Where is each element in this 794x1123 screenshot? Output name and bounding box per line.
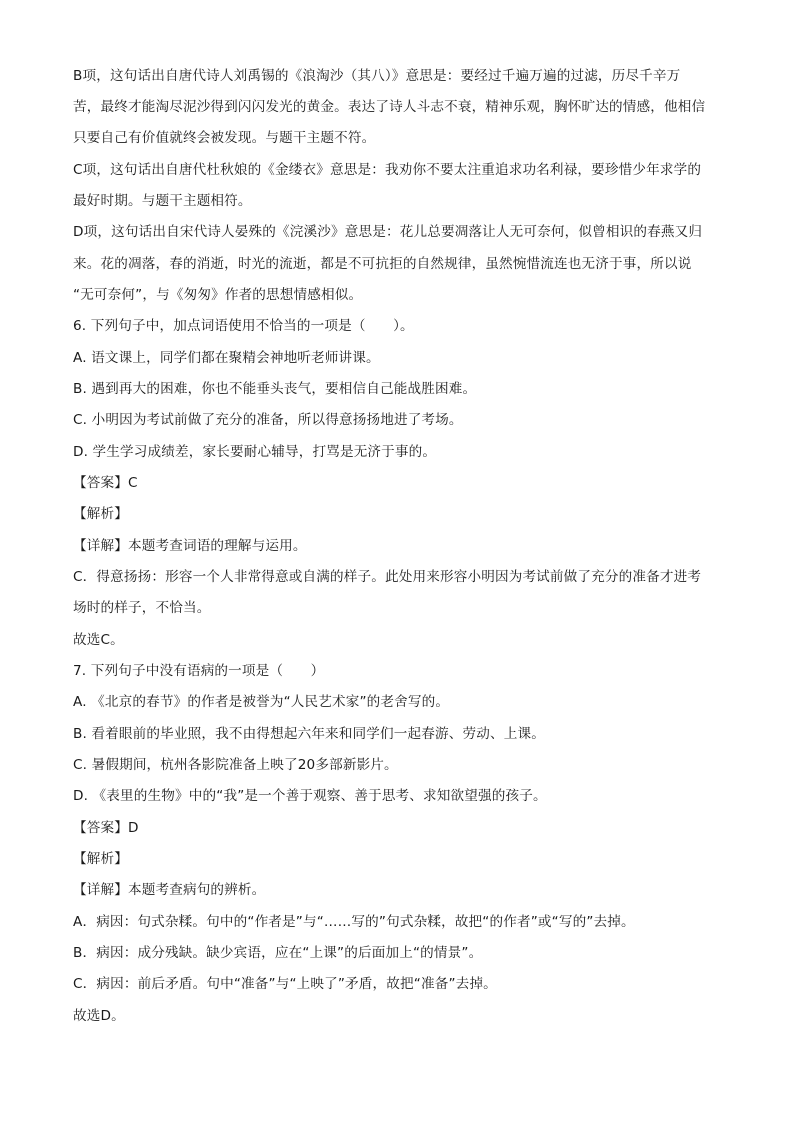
- analysis-label: 【解析】: [73, 506, 128, 522]
- text-line: C．病因：前后矛盾。句中“准备”与“上映了”矛盾，故把“准备”去掉。: [73, 976, 497, 992]
- text-line: 苦，最终才能淘尽泥沙得到闪闪发光的黄金。表达了诗人斗志不衰，精神乐观，胸怀旷达的情感，他相信: [73, 99, 706, 115]
- text-line: C项，这句话出自唐代杜秋娘的《金缕衣》意思是：我劝你不要太注重追求功名利禄，要珍惜少年求学的: [73, 162, 702, 178]
- text-line: “无可奈何”，与《匆匆》作者的思想情感相似。: [73, 287, 363, 303]
- detail-label: 【详解】本题考查病句的辨析。: [73, 882, 266, 898]
- text-line: 只要自己有价值就终会被发现。与题干主题不符。: [73, 130, 376, 146]
- detail-label: 【详解】本题考查词语的理解与运用。: [73, 538, 307, 554]
- text-line: C．得意扬扬：形容一个人非常得意或自满的样子。此处用来形容小明因为考试前做了充分的准备才进考: [73, 569, 702, 585]
- question-7-option-b: B. 看着眼前的毕业照，我不由得想起六年来和同学们一起春游、劳动、上课。: [73, 726, 545, 742]
- text-line: B．病因：成分残缺。缺少宾语，应在“上课”的后面加上“的情景”。: [73, 945, 483, 961]
- question-6-option-d: D. 学生学习成绩差，家长要耐心辅导，打骂是无济于事的。: [73, 444, 437, 460]
- text-line: D项，这句话出自宋代诗人晏殊的《浣溪沙》意思是：花儿总要凋落让人无可奈何，似曾相识的春燕又归: [73, 224, 703, 240]
- text-line: 故选D。: [73, 1008, 125, 1024]
- answer-label: 【答案】C: [73, 475, 138, 491]
- text-line: A．病因：句式杂糅。句中的“作者是”与“……写的”句式杂糅，故把“的作者”或“写的”去掉。: [73, 914, 635, 930]
- text-line: 场时的样子，不恰当。: [73, 600, 211, 616]
- question-7-stem: 7. 下列句子中没有语病的一项是（ ）: [73, 663, 325, 679]
- analysis-label: 【解析】: [73, 851, 128, 867]
- question-6-option-b: B. 遇到再大的困难，你也不能垂头丧气，要相信自己能战胜困难。: [73, 381, 477, 397]
- question-6-stem: 6. 下列句子中，加点词语使用不恰当的一项是（ ）。: [73, 318, 414, 334]
- question-6-option-c: C. 小明因为考试前做了充分的准备，所以得意扬扬地进了考场。: [73, 412, 463, 428]
- answer-label: 【答案】D: [73, 820, 139, 836]
- text-line: 故选C。: [73, 632, 124, 648]
- question-7-option-d: D. 《表里的生物》中的“我”是一个善于观察、善于思考、求知欲望强的孩子。: [73, 788, 547, 804]
- question-7-option-a: A. 《北京的春节》的作者是被誉为“人民艺术家”的老舍写的。: [73, 694, 450, 710]
- question-7-option-c: C. 暑假期间，杭州各影院准备上映了20多部新影片。: [73, 757, 398, 773]
- text-line: 最好时期。与题干主题相符。: [73, 193, 252, 209]
- text-line: 来。花的凋落，春的消逝，时光的流逝，都是不可抗拒的自然规律，虽然惋惜流连也无济于事，所以说: [73, 256, 692, 272]
- question-6-option-a: A. 语文课上，同学们都在聚精会神地听老师讲课。: [73, 350, 380, 366]
- text-line: B项，这句话出自唐代诗人刘禹锡的《浪淘沙（其八）》意思是：要经过千遍万遍的过滤，历尽千辛万: [73, 68, 681, 84]
